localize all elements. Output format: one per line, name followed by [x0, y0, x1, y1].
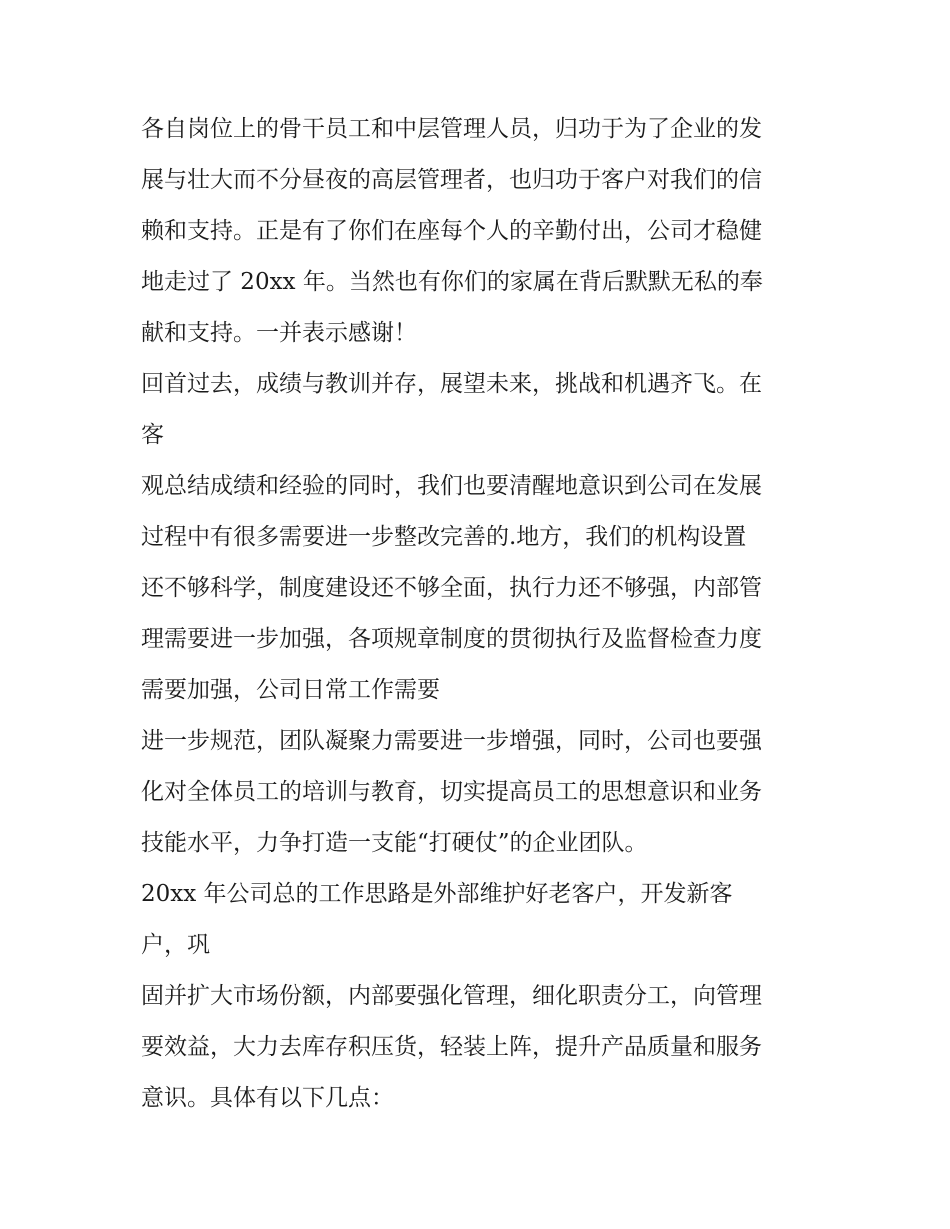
text-line: 意识。具体有以下几点： [141, 1085, 394, 1111]
text-line: 还不够科学，制度建设还不够全面，执行力还不够强，内部管 [141, 575, 762, 601]
text-line: 赖和支持。正是有了你们在座每个人的辛勤付出，公司才稳健 [141, 218, 762, 244]
text-line: 化对全体员工的培训与教育，切实提高员工的思想意识和业务 [141, 779, 762, 805]
text-line: 进一步规范，团队凝聚力需要进一步增强，同时，公司也要强 [141, 728, 762, 754]
text-line: 观总结成绩和经验的同时，我们也要清醒地意识到公司在发展 [141, 473, 762, 499]
text-line: 需要加强，公司日常工作需要 [141, 677, 440, 703]
text-line: 各自岗位上的骨干员工和中层管理人员，归功于为了企业的发 [141, 116, 762, 142]
document-body [141, 104, 821, 1124]
text-line: 理需要进一步加强，各项规章制度的贯彻执行及监督检查力度 [141, 626, 762, 652]
text-line: 过程中有很多需要进一步整改完善的.地方，我们的机构设置 [141, 524, 747, 550]
text-line: 回首过去，成绩与教训并存，展望未来，挑战和机遇齐飞。在 [141, 371, 762, 397]
text-line: 户，巩 [141, 932, 210, 958]
text-line: 客 [141, 422, 164, 448]
text-line: 展与壮大而不分昼夜的高层管理者，也归功于客户对我们的信 [141, 167, 762, 193]
text-line: 要效益，大力去库存积压货，轻装上阵，提升产品质量和服务 [141, 1034, 762, 1060]
text-line: 技能水平，力争打造一支能“打硬仗”的企业团队。 [141, 830, 648, 856]
text-line: 固并扩大市场份额，内部要强化管理，细化职责分工，向管理 [141, 983, 762, 1009]
text-line: 献和支持。一并表示感谢！ [141, 320, 417, 346]
text-line: 地走过了 20xx 年。当然也有你们的家属在背后默默无私的奉 [141, 269, 763, 295]
text-line: 20xx 年公司总的工作思路是外部维护好老客户，开发新客 [141, 881, 733, 907]
